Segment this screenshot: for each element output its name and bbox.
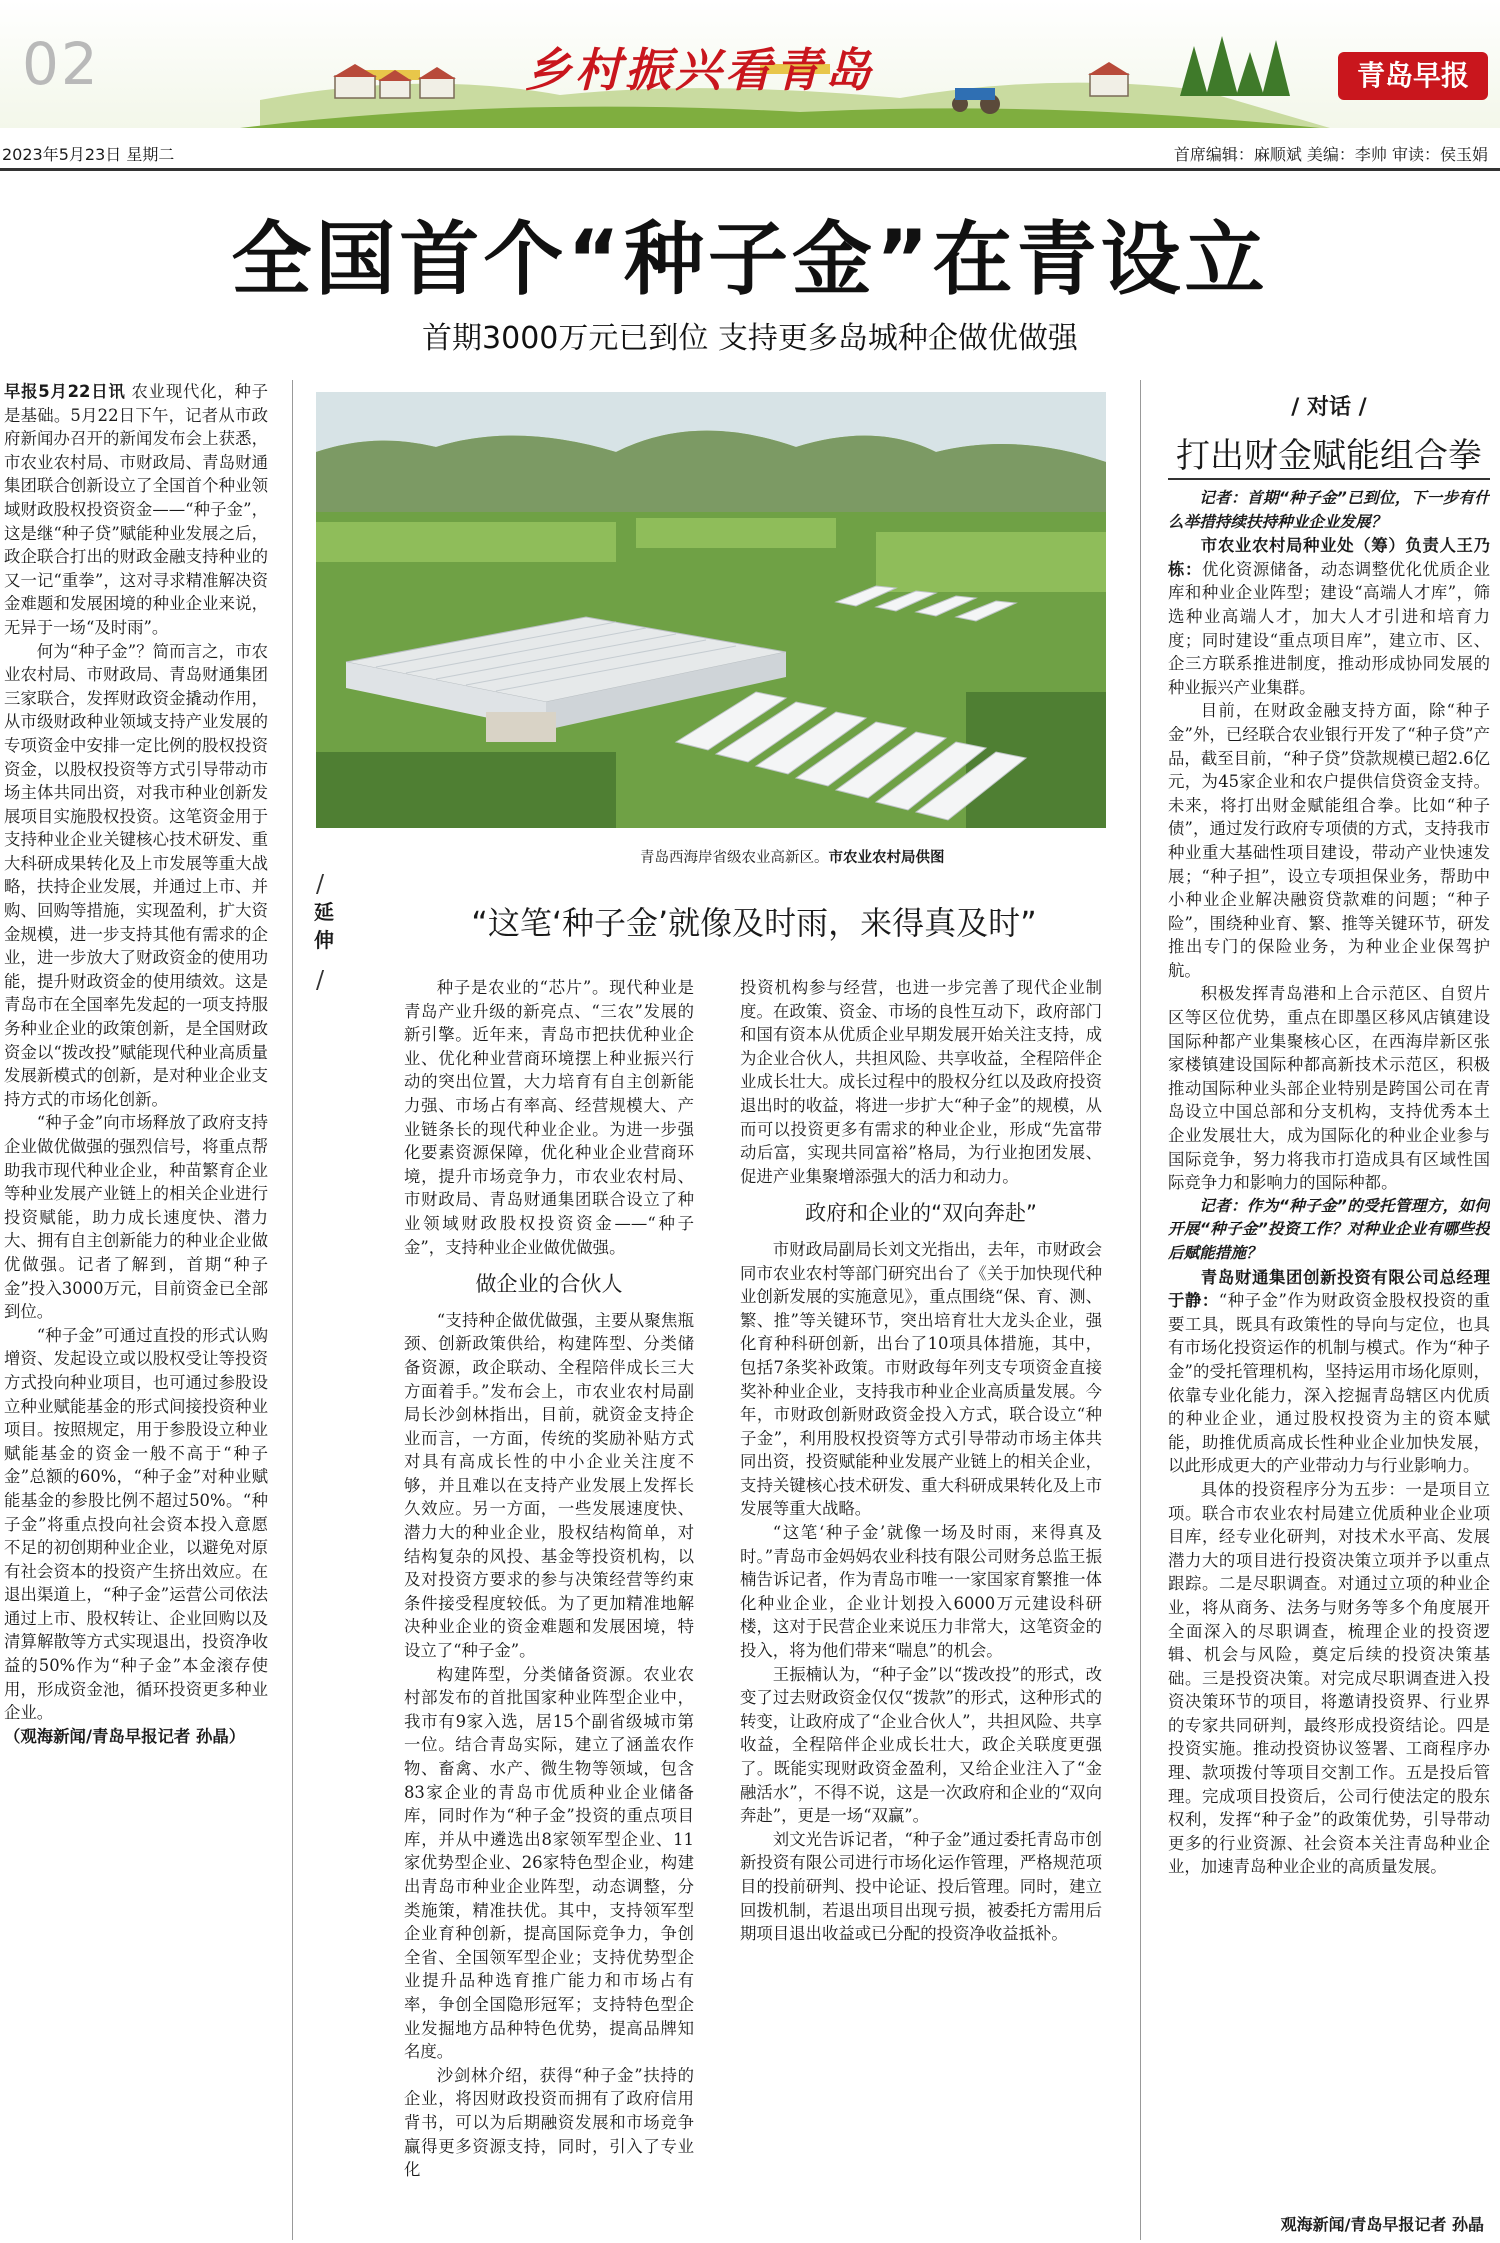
answer-speaker: 青岛财通集团创新投资有限公司总经理于静：	[1168, 1267, 1490, 1311]
dialogue-tag: / 对话 /	[1291, 395, 1367, 420]
story-paragraph: 种子是农业的“芯片”。现代种业是青岛产业升级的新亮点、“三农”发展的新引擎。近年来，青岛市把扶优种业企业、优化种业营商环境摆上种业振兴行动的突出位置，大力培育有自主创新能力强、市场占有率高、经营规模大、产业链条长的现代种业企业。为进一步强化要素资源保障，优化种业企业营商环境，提升市场竞争力，市农业农村局、市财政局、青岛财通集团联合设立了种业领域财政股权投资资金——“种子金”，支持种业企业做优做强。	[404, 978, 694, 1257]
editor-credits: 首席编辑：麻顺斌 美编：李帅 审读：侯玉娟	[1173, 145, 1488, 164]
column-divider	[292, 380, 293, 2240]
story-paragraph: 沙剑林介绍，获得“种子金”扶持的企业，将因财政投资而拥有了政府信用背书，可以为后期融资发展和市场竞争赢得更多资源支持，同时，引入了专业化	[404, 2065, 694, 2180]
story-paragraph: 市财政局副局长刘文光指出，去年，市财政会同市农业农村等部门研究出台了《关于加快现代种业创新发展的实施意见》，重点围绕“保、育、测、繁、推”等关键环节，突出培育壮大龙头企业，强化育种科研创新，出台了10项具体措施，其中，包括7条奖补政策。市财政每年列支专项资金直接奖补种业企业，支持我市种业企业高质量发展。今年，市财政创新财政资金投入方式，联合设立“种子金”，利用股权投资等方式引导带动市场主体共同出资，投资赋能种业发展产业链上的相关企业，支持关键核心技术研发、重大科研成果转化及上市发展等重大战略。	[740, 1239, 1102, 1519]
story-paragraph: 具体的投资程序分为五步：一是项目立项。联合市农业农村局建立优质种业企业项目库，经专业化研判，对技术水平高、发展潜力大的项目进行投资决策立项并予以重点跟踪。二是尽职调查。对通过立项的种业企业，将从商务、法务与财务等多个角度展开全面深入的尽职调查，梳理企业的投资逻辑、机会与风险，奠定后续的投资决策基础。三是投资决策。对完成尽职调查进入投资决策环节的项目，将邀请投资界、行业界的专家共同研判，最终形成投资结论。四是投资实施。推动投资协议签署、工商程序办理、款项拨付等项目交割工作。五是投后管理。完成项目投资后，公司行使法定的股东权利，发挥“种子金”的政策优势，引导带动更多的行业资源、社会资本关注青岛种业企业，加速青岛种业企业的高质量发展。	[1168, 1479, 1490, 1877]
subsection-heading: 做企业的合伙人	[475, 1272, 623, 1297]
story-paragraph: 王振楠认为，“种子金”以“拨改投”的形式，改变了过去财政资金仅仅“拨款”的形式，这种形式的转变，让政府成了“企业合伙人”，共担风险、共享收益，全程陪伴企业成长壮大，政企关联度更强了。既能实现财政资金盈利，又给企业注入了“金融活水”，不得不说，这是一次政府和企业的“双向奔赴”，更是一场“双赢”。	[740, 1664, 1102, 1826]
interview-question: 记者：作为“种子金”的受托管理方，如何开展“种子金”投资工作？对种业企业有哪些投后赋能措施？	[1168, 1196, 1490, 1262]
story-paragraph: 何为“种子金”？简而言之，市农业农村局、市财政局、青岛财通集团三家联合，发挥财政资金撬动作用，从市级财政种业领域支持产业发展的专项资金中安排一定比例的股权投资资金，以股权投资等方式引导带动市场主体共同出资，对我市种业创新发展项目实施股权投资。这笔资金用于支持种业企业关键核心技术研发、重大科研成果转化及上市发展等重大战略，扶持企业发展，并通过上市、并购、回购等措施，实现盈利，扩大资金规模，进一步支持其他有需求的企业，进一步放大了财政资金的使用功能，提升财政资金的使用绩效。这是青岛市在全国率先发起的一项支持服务种业企业的政策创新，是全国财政资金以“拨改投”赋能现代种业高质量发展新模式的创新，是对种业企业支持方式的市场化创新。	[4, 641, 268, 1109]
story-paragraph: “种子金”向市场释放了政府支持企业做优做强的强烈信号，将重点帮助我市现代种业企业，种苗繁育企业等种业发展产业链上的相关企业进行投资赋能，助力成长速度快、潜力大、拥有自主创新能力的种业企业做优做强。记者了解到，首期“种子金”投入3000万元，目前资金已全部到位。	[4, 1113, 268, 1322]
header-rule	[0, 168, 1500, 171]
story-paragraph: “支持种企做优做强，主要从聚焦瓶颈、创新政策供给，构建阵型、分类储备资源，政企联动、全程陪伴成长三大方面着手。”发布会上，市农业农村局副局长沙剑林指出，目前，就资金支持企业而言，一方面，传统的奖励补贴方式对具有高成长性的中小企业关注度不够，并且难以在支持产业发展上发挥长久效应。另一方面，一些发展速度快、潜力大的种业企业，股权结构简单，对结构复杂的风投、基金等投资机构，以及对投资方要求的参与决策经营等约束条件接受程度较低。为了更加精准地解决种业企业的资金难题和发展困境，特设立了“种子金”。	[404, 1310, 694, 1661]
dialogue-title: 打出财金赋能组合拳	[1176, 436, 1482, 476]
dialogue-column	[1168, 487, 1490, 2207]
story-paragraph: “这笔‘种子金’就像一场及时雨，来得真及时。”青岛市金妈妈农业科技有限公司财务总监王振楠告诉记者，作为青岛市唯一一家国家育繁推一体化种业企业，企业计划投入6000万元建设科研楼，这对于民营企业来说压力非常大，这笔资金的投入，将为他们带来“喘息”的机会。	[740, 1523, 1102, 1661]
headline: 全国首个“种子金”在青设立	[231, 213, 1269, 306]
extension-label: 延伸	[314, 900, 334, 952]
dialogue-rule	[1168, 478, 1490, 480]
extension-column-right	[740, 976, 1102, 2240]
story-paragraph: 早报5月22日讯 农业现代化，种子是基础。5月22日下午，记者从市政府新闻办召开的新闻发布会上获悉，市农业农村局、市财政局、青岛财通集团联合创新设立了全国首个种业领域财政股权投资资金——“种子金”，这是继“种子贷”赋能种业发展之后，政企联合打出的财政金融支持种业的又一记“重拳”，这对寻求精准解决资金难题和发展困境的种业企业来说，无异于一场“及时雨”。	[4, 382, 268, 637]
column-divider	[1140, 380, 1141, 2240]
agricultural-park-photo	[316, 392, 1106, 828]
dateline-lead: 早报5月22日讯	[4, 382, 126, 401]
interview-answer: 青岛财通集团创新投资有限公司总经理于静：“种子金”作为财政资金股权投资的重要工具，既具有政策性的导向与定位，也具有市场化投资运作的机制与模式。作为“种子金”的受托管理机构，坚持运用市场化原则，依靠专业化能力，深入挖掘青岛辖区内优质的种业企业，通过股权投资为主的资本赋能，助推优质高成长性种业企业加快发展，以此形成更大的产业带动力与行业影响力。	[1168, 1267, 1490, 1476]
subsection-heading: 政府和企业的“双向奔赴”	[805, 1201, 1037, 1226]
story-paragraph: 目前，在财政金融支持方面，除“种子金”外，已经联合农业银行开发了“种子贷”产品，截至目前，“种子贷”贷款规模已超2.6亿元，为45家企业和农户提供信贷资金支持。未来，将打出财金赋能组合拳。比如“种子债”，通过发行政府专项债的方式，支持我市种业重大基础性项目建设，带动产业快速发展；“种子担”，设立专项担保业务，帮助中小种业企业解决融资贷款难的问题；“种子险”，围绕种业育、繁、推等关键环节，研发推出专门的保险业务，为种业企业保驾护航。	[1168, 701, 1490, 980]
story-paragraph: 刘文光告诉记者，“种子金”通过委托青岛市创新投资有限公司进行市场化运作管理，严格规范项目的投前研判、投中论证、投后管理。同时，建立回拨机制，若退出项目出现亏损，被委托方需用后期项目退出收益或已分配的投资净收益抵补。	[740, 1829, 1102, 1944]
main-story-column	[4, 380, 268, 2235]
page-number: 02	[22, 30, 100, 98]
extension-slash: /	[316, 966, 325, 994]
answer-speaker: 市农业农村局种业处（筹）负责人王乃栋：	[1168, 536, 1490, 579]
story-paragraph: “种子金”可通过直投的形式认购增资、发起设立或以股权受让等投资方式投向种业项目，也可通过参股设立种业赋能基金的形式间接投资种业项目。按照规定，用于参股设立种业赋能基金的资金一般不高于“种子金”总额的60%，“种子金”对种业赋能基金的参股比例不超过50%。“种子金”将重点投向社会资本投入意愿不足的初创期种业企业，以避免对原有社会资本的投资产生挤出效应。在退出渠道上，“种子金”运营公司依法通过上市、股权转让、企业回购以及清算解散等方式实现退出，投资净收益的50%作为“种子金”本金滚存使用，形成资金池，循环投资更多种业企业。	[4, 1325, 268, 1723]
story-paragraph: 投资机构参与经营，也进一步完善了现代企业制度。在政策、资金、市场的良性互动下，政府部门和国有资本从优质企业早期发展开始关注支持，成为企业合伙人，共担风险、共享收益，全程陪伴企业成长壮大。成长过程中的股权分红以及政府投资退出时的收益，将进一步扩大“种子金”的规模，从而可以投资更多有需求的种业企业，形成“先富带动后富，实现共同富裕”格局，为行业抱团发展、促进产业集聚增添强大的活力和动力。	[740, 978, 1102, 1186]
dialogue-byline: 观海新闻/青岛早报记者 孙晶	[1280, 2215, 1484, 2234]
subheadline: 首期3000万元已到位 支持更多岛城种企做优做强	[422, 321, 1078, 356]
newspaper-logo: 青岛早报	[1338, 52, 1488, 100]
story-paragraph: 构建阵型，分类储备资源。农业农村部发布的首批国家种业阵型企业中，我市有9家入选，居15个副省级城市第一位。结合青岛实际，建立了涵盖农作物、畜禽、水产、微生物等领域，包含83家企业的青岛市优质种业企业储备库，同时作为“种子金”投资的重点项目库，并从中遴选出8家领军型企业、11家优势型企业、26家特色型企业，构建出青岛市种业企业阵型，动态调整，分类施策，精准扶优。其中，支持领军型企业育种创新，提高国际竞争力，争创全省、全国领军型企业；支持优势型企业提升品种选育推广能力和市场占有率，争创全国隐形冠军；支持特色型企业发掘地方品种特色优势，提高品牌知名度。	[404, 1664, 694, 2062]
story-byline: （观海新闻/青岛早报记者 孙晶）	[4, 1726, 246, 1746]
extension-column-left	[404, 976, 694, 2240]
interview-answer: 市农业农村局种业处（筹）负责人王乃栋：优化资源储备，动态调整优化优质企业库和种业企业阵型；建设“高端人才库”，筛选种业高端人才，加大人才引进和培育力度；同时建设“重点项目库”，建立市、区、企三方联系推进制度，推动形成协同发展的种业振兴产业集群。	[1168, 536, 1490, 697]
story-paragraph: 积极发挥青岛港和上合示范区、自贸片区等区位优势，重点在即墨区移风店镇建设国际种都产业集聚核心区，在西海岸新区张家楼镇建设国际种都高新技术示范区，积极推动国际种业头部企业特别是跨国公司在青岛设立中国总部和分支机构，支持优秀本土企业发展壮大，成为国际化的种业企业参与国际竞争，努力将我市打造成具有区域性国际竞争力和影响力的国际种都。	[1168, 984, 1490, 1193]
extension-title: “这笔‘种子金’就像及时雨，来得真及时”	[471, 904, 1037, 942]
section-title: 乡村振兴看青岛	[525, 43, 875, 97]
interview-question: 记者：首期“种子金”已到位，下一步有什么举措持续扶持种业企业发展？	[1168, 489, 1490, 531]
issue-date: 2023年5月23日 星期二	[2, 145, 175, 164]
photo-credit: 市农业农村局供图	[828, 850, 945, 866]
extension-slash: /	[316, 870, 325, 898]
photo-caption: 青岛西海岸省级农业高新区。市农业农村局供图	[640, 850, 945, 866]
